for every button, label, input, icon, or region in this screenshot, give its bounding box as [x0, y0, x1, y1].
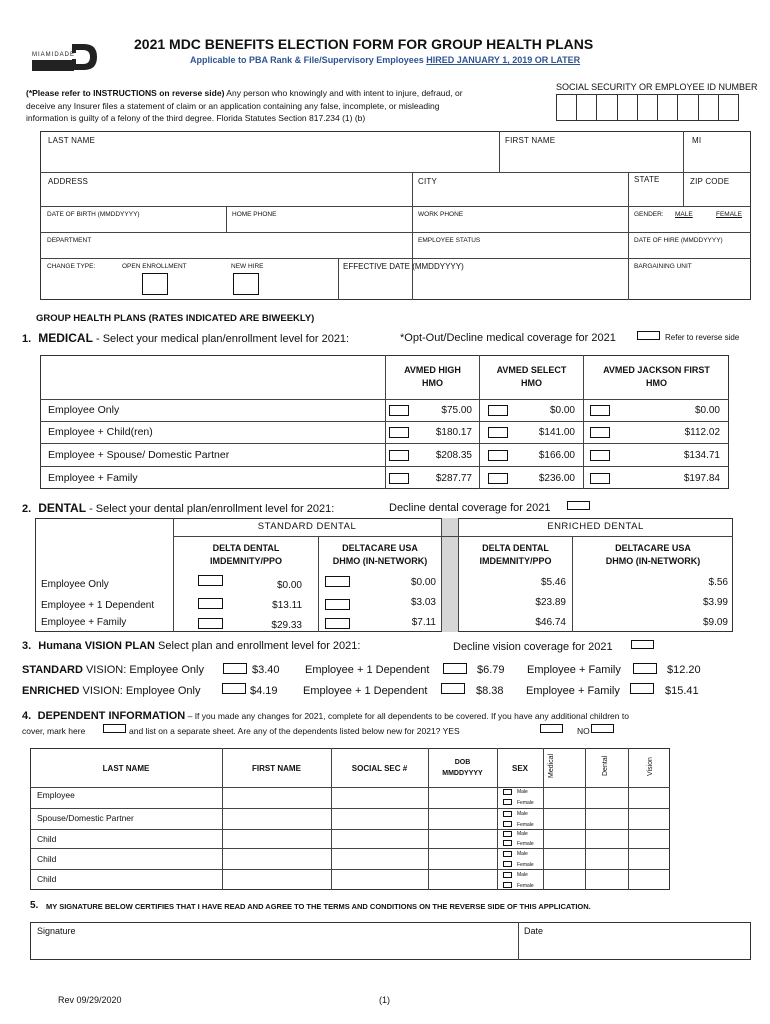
plan-name-line-2: IMDEMNITY/PPO [479, 556, 552, 566]
standard-vision-label [22, 664, 204, 676]
dental-row-label: Employee Only [41, 579, 109, 590]
medical-price: $166.00 [538, 450, 575, 461]
medical-option-checkbox[interactable] [389, 427, 409, 438]
enriched-vision-family-label: Employee + Family [526, 685, 620, 697]
dental-price: $3.03 [410, 597, 436, 608]
standard-vision-price: $12.20 [667, 664, 701, 676]
dental-price: $7.11 [411, 617, 436, 628]
dental-price: $23.89 [535, 597, 566, 608]
gender-male-option[interactable]: MALE [675, 211, 693, 218]
dental-title: DENTAL [38, 501, 87, 515]
fraud-line-1 [26, 88, 463, 98]
medical-option-checkbox[interactable] [488, 427, 508, 438]
sex-male-checkbox[interactable] [503, 872, 512, 878]
dob-label: DATE OF BIRTH (MMDDYYYY) [47, 211, 140, 218]
dependent-row-label: Spouse/Domestic Partner [37, 813, 134, 823]
first-name-field[interactable] [501, 148, 681, 170]
dental-price: $0.00 [410, 577, 436, 588]
zip-label: ZIP CODE [690, 177, 730, 186]
enriched-vision-price: $4.19 [250, 685, 278, 697]
plan-name-line-2: HMO [422, 378, 443, 388]
dependent-heading [22, 710, 629, 722]
work-phone-label: WORK PHONE [418, 211, 464, 218]
fraud-bold: (*Please refer to INSTRUCTIONS on reverse side) [26, 88, 225, 98]
gender-label: GENDER: [634, 211, 664, 218]
plan-name-line-1: AVMED JACKSON FIRST [603, 365, 710, 375]
medical-row-label: Employee + Spouse/ Domestic Partner [48, 449, 230, 461]
dependent-title: DEPENDENT INFORMATION [37, 710, 186, 722]
vision-num: 3. [22, 640, 32, 652]
signature-label: Signature [37, 926, 76, 936]
standard-vision-bold: STANDARD [22, 664, 83, 676]
sex-male-checkbox[interactable] [503, 831, 512, 837]
dental-heading [22, 501, 334, 515]
subtitle-text: Applicable to PBA Rank & File/Supervisory Employees [190, 55, 427, 65]
new-hire-label: NEW HIRE [231, 263, 264, 270]
enriched-vision-checkbox[interactable] [222, 683, 246, 694]
page-title: 2021 MDC BENEFITS ELECTION FORM FOR GROUP HEALTH PLANS [134, 36, 594, 52]
revision-date: Rev 09/29/2020 [58, 995, 122, 1005]
dental-row-label: Employee + Family [41, 617, 127, 628]
signature-num: 5. [30, 900, 39, 911]
dental-row-label: Employee + 1 Dependent [41, 600, 155, 611]
standard-vision-rest: VISION: Employee Only [82, 664, 204, 676]
dependents-new-yes-checkbox[interactable] [540, 724, 563, 733]
medical-price: $208.35 [435, 450, 472, 461]
standard-vision-family-label: Employee + Family [527, 664, 621, 676]
mi-label: MI [692, 136, 702, 145]
page-subtitle [190, 55, 580, 65]
state-field[interactable] [630, 188, 682, 205]
sex-male-label: Male [517, 872, 528, 878]
dental-decline-checkbox[interactable] [567, 501, 590, 510]
sex-female-label: Female [517, 800, 534, 806]
medical-row-label: Employee Only [48, 404, 120, 416]
medical-plan-2-header [480, 364, 583, 390]
medical-plan-3-header [584, 364, 729, 390]
gender-female-option[interactable]: FEMALE [716, 211, 743, 218]
dental-plan-1-header [174, 542, 318, 568]
ssn-label: SOCIAL SECURITY OR EMPLOYEE ID NUMBER [556, 82, 758, 92]
sex-female-checkbox[interactable] [503, 861, 512, 867]
sex-female-label: Female [517, 862, 534, 868]
dental-price: $29.33 [271, 620, 302, 631]
last-name-field[interactable] [42, 148, 497, 170]
date-field[interactable] [520, 938, 749, 958]
sex-male-checkbox[interactable] [503, 811, 512, 817]
dental-price: $5.46 [540, 577, 566, 588]
medical-option-checkbox[interactable] [389, 405, 409, 416]
col-last-name: LAST NAME [102, 764, 150, 773]
home-phone-label: HOME PHONE [232, 211, 277, 218]
dental-option-checkbox[interactable] [198, 598, 223, 609]
dependents-new-no-label: NO [577, 726, 590, 736]
bargaining-unit-label: BARGAINING UNIT [634, 263, 692, 270]
vision-heading [22, 640, 360, 652]
col-first-name: FIRST NAME [252, 764, 301, 773]
col-sex: SEX [511, 764, 528, 773]
sex-female-label: Female [517, 841, 534, 847]
standard-vision-dep-label: Employee + 1 Dependent [305, 664, 430, 676]
plan-name-line-1: DELTA DENTAL [482, 543, 549, 553]
enriched-vision-bold: ENRICHED [22, 685, 80, 697]
address-label: ADDRESS [48, 177, 89, 186]
dental-option-checkbox[interactable] [325, 576, 350, 587]
medical-option-checkbox[interactable] [389, 473, 409, 484]
sex-male-checkbox[interactable] [503, 851, 512, 857]
dental-option-checkbox[interactable] [198, 618, 223, 629]
enriched-vision-price: $15.41 [665, 685, 699, 697]
enriched-vision-dep-label: Employee + 1 Dependent [303, 685, 428, 697]
fraud-line-2: deceive any Insurer files a statement of claim or an application containing any false, incomplete, or misleading [26, 101, 440, 111]
fraud-text-1: Any person who knowingly and with intent to injure, defraud, or [224, 88, 463, 98]
medical-price: $0.00 [694, 405, 720, 416]
open-enrollment-label: OPEN ENROLLMENT [122, 263, 187, 270]
mi-field[interactable] [685, 148, 749, 170]
dental-plan-2-header [319, 542, 441, 568]
medical-price: $197.84 [683, 473, 720, 484]
open-enrollment-checkbox[interactable] [142, 273, 168, 295]
medical-option-checkbox[interactable] [488, 405, 508, 416]
plan-name-line-1: AVMED SELECT [496, 365, 567, 375]
medical-price: $75.00 [441, 405, 472, 416]
col-medical: Medical [548, 753, 555, 778]
dependent-text-2a: cover, mark here [22, 726, 86, 736]
enriched-dental-header: ENRICHED DENTAL [547, 521, 644, 532]
group-health-title: GROUP HEALTH PLANS (RATES INDICATED ARE BIWEEKLY) [36, 313, 315, 324]
vision-decline-checkbox[interactable] [631, 640, 654, 649]
dental-plan-3-header [459, 542, 572, 568]
dependent-text-1: – If you made any changes for 2021, complete for all dependents to be covered. If you have any additional children to [185, 711, 629, 721]
plan-name-line-2: HMO [646, 378, 667, 388]
medical-price: $287.77 [435, 473, 472, 484]
dependent-row-label: Child [37, 854, 57, 864]
enriched-vision-label [22, 685, 201, 697]
dental-option-checkbox[interactable] [325, 618, 350, 629]
dental-price: $13.11 [272, 600, 302, 611]
plan-name-line-1: DELTA DENTAL [212, 543, 280, 553]
logo-text: MIAMIDADE [32, 52, 76, 58]
effective-date-label: EFFECTIVE DATE (MMDDYYYY) [343, 262, 464, 271]
sex-male-label: Male [517, 811, 528, 817]
col-dental: Dental [602, 755, 609, 776]
dependents-new-no-checkbox[interactable] [591, 724, 614, 733]
enriched-vision-price: $8.38 [476, 685, 504, 697]
medical-option-checkbox[interactable] [590, 473, 610, 484]
enriched-vision-checkbox[interactable] [441, 683, 465, 694]
dental-instruction: - Select your dental plan/enrollment level for 2021: [86, 503, 335, 515]
plan-name-line-1: AVMED HIGH [404, 365, 461, 375]
sex-female-label: Female [517, 822, 534, 828]
change-type-label: CHANGE TYPE: [47, 263, 96, 270]
dental-price: $46.74 [535, 617, 566, 628]
city-field[interactable] [414, 188, 626, 205]
standard-vision-checkbox[interactable] [223, 663, 247, 674]
dependent-row-label: Child [37, 834, 57, 844]
medical-option-checkbox[interactable] [590, 450, 610, 461]
standard-dental-header: STANDARD DENTAL [257, 521, 357, 532]
dental-price: $9.09 [702, 617, 728, 628]
additional-children-checkbox[interactable] [103, 724, 126, 733]
dental-decline-label: Decline dental coverage for 2021 [389, 502, 551, 514]
sex-female-checkbox[interactable] [503, 821, 512, 827]
dental-option-checkbox[interactable] [198, 575, 223, 586]
plan-name-line-2: IMDEMNITY/PPO [209, 556, 282, 566]
state-label: STATE [634, 175, 660, 184]
signature-field[interactable] [32, 938, 516, 958]
signature-statement-text: MY SIGNATURE BELOW CERTIFIES THAT I HAVE READ AND AGREE TO THE TERMS AND CONDITIONS ON THE REVERSE SIDE OF THIS APPLICATION. [46, 902, 591, 911]
enriched-vision-checkbox[interactable] [630, 683, 654, 694]
sex-female-checkbox[interactable] [503, 840, 512, 846]
dental-price: $0.00 [276, 580, 302, 591]
medical-instruction: - Select your medical plan/enrollment level for 2021: [92, 333, 350, 345]
subtitle-link[interactable]: HIRED JANUARY 1, 2019 OR LATER [426, 55, 581, 65]
dependent-row-label: Child [37, 874, 57, 884]
medical-num: 1. [22, 333, 32, 345]
medical-option-checkbox[interactable] [488, 450, 508, 461]
medical-price: $0.00 [549, 405, 575, 416]
sex-male-label: Male [517, 851, 528, 857]
standard-vision-checkbox[interactable] [443, 663, 467, 674]
department-label: DEPARTMENT [47, 237, 92, 244]
medical-price: $236.00 [538, 473, 575, 484]
plan-name-line-1: DELTACARE USA [615, 543, 691, 553]
dental-num: 2. [22, 503, 32, 515]
sex-female-label: Female [517, 883, 534, 889]
logo [32, 42, 98, 72]
medical-title: MEDICAL [38, 331, 93, 345]
dependent-text-2b: and list on a separate sheet. Are any of the dependents listed below new for 2021? YES [129, 726, 460, 736]
medical-option-checkbox[interactable] [389, 450, 409, 461]
standard-vision-price: $6.79 [477, 664, 505, 676]
plan-name-line-1: DELTACARE USA [342, 543, 418, 553]
sex-male-label: Male [517, 789, 528, 795]
vision-decline-label: Decline vision coverage for 2021 [453, 641, 613, 653]
dental-option-checkbox[interactable] [325, 599, 350, 610]
medical-price: $141.00 [538, 427, 575, 438]
medical-heading [22, 331, 349, 345]
dental-price: $.56 [708, 577, 728, 588]
fraud-line-3: information is guilty of a felony of the third degree. Florida Statutes Section 817.234 (1) (b) [26, 113, 366, 123]
medical-plan-1-header [386, 364, 479, 390]
medical-optout-label: *Opt-Out/Decline medical coverage for 2021 [400, 332, 616, 344]
vision-instruction: Select plan and enrollment level for 2021: [155, 640, 361, 652]
dental-price: $3.99 [702, 597, 728, 608]
date-label: Date [524, 926, 544, 936]
medical-option-checkbox[interactable] [488, 473, 508, 484]
standard-vision-price: $3.40 [252, 664, 280, 676]
medical-optout-checkbox[interactable] [637, 331, 660, 340]
col-social-sec: SOCIAL SEC # [351, 764, 408, 773]
plan-name-line-2: DHMO (IN-NETWORK) [605, 556, 701, 566]
medical-refer-label: Refer to reverse side [665, 333, 740, 342]
new-hire-checkbox[interactable] [233, 273, 259, 295]
dependent-num: 4. [22, 710, 32, 722]
medical-price: $134.71 [683, 450, 720, 461]
vision-title: Humana VISION PLAN [38, 640, 155, 652]
col-dob: DOB MMDDYYYY [442, 759, 483, 777]
dental-plan-4-header [573, 542, 733, 568]
date-of-hire-label: DATE OF HIRE (MMDDYYYY) [634, 237, 723, 244]
page-number: (1) [379, 995, 390, 1005]
medical-option-checkbox[interactable] [590, 405, 610, 416]
zip-field[interactable] [685, 188, 749, 205]
plan-name-line-2: DHMO (IN-NETWORK) [332, 556, 428, 566]
dependent-row-label: Employee [37, 790, 75, 800]
first-name-label: FIRST NAME [505, 136, 556, 145]
medical-row-label: Employee + Family [48, 472, 138, 484]
city-label: CITY [418, 177, 438, 186]
sex-male-checkbox[interactable] [503, 789, 512, 795]
medical-row-label: Employee + Child(ren) [48, 426, 153, 438]
enriched-vision-rest: VISION: Employee Only [79, 685, 201, 697]
col-vision: Vision [647, 757, 654, 776]
address-field[interactable] [42, 188, 410, 205]
sex-female-checkbox[interactable] [503, 799, 512, 805]
plan-name-line-2: HMO [521, 378, 542, 388]
employee-status-label: EMPLOYEE STATUS [418, 237, 481, 244]
sex-female-checkbox[interactable] [503, 882, 512, 888]
standard-vision-checkbox[interactable] [633, 663, 657, 674]
medical-option-checkbox[interactable] [590, 427, 610, 438]
medical-price: $112.02 [684, 427, 720, 438]
medical-price: $180.17 [435, 427, 472, 438]
sex-male-label: Male [517, 831, 528, 837]
last-name-label: LAST NAME [48, 136, 95, 145]
ssn-input[interactable] [556, 94, 739, 121]
